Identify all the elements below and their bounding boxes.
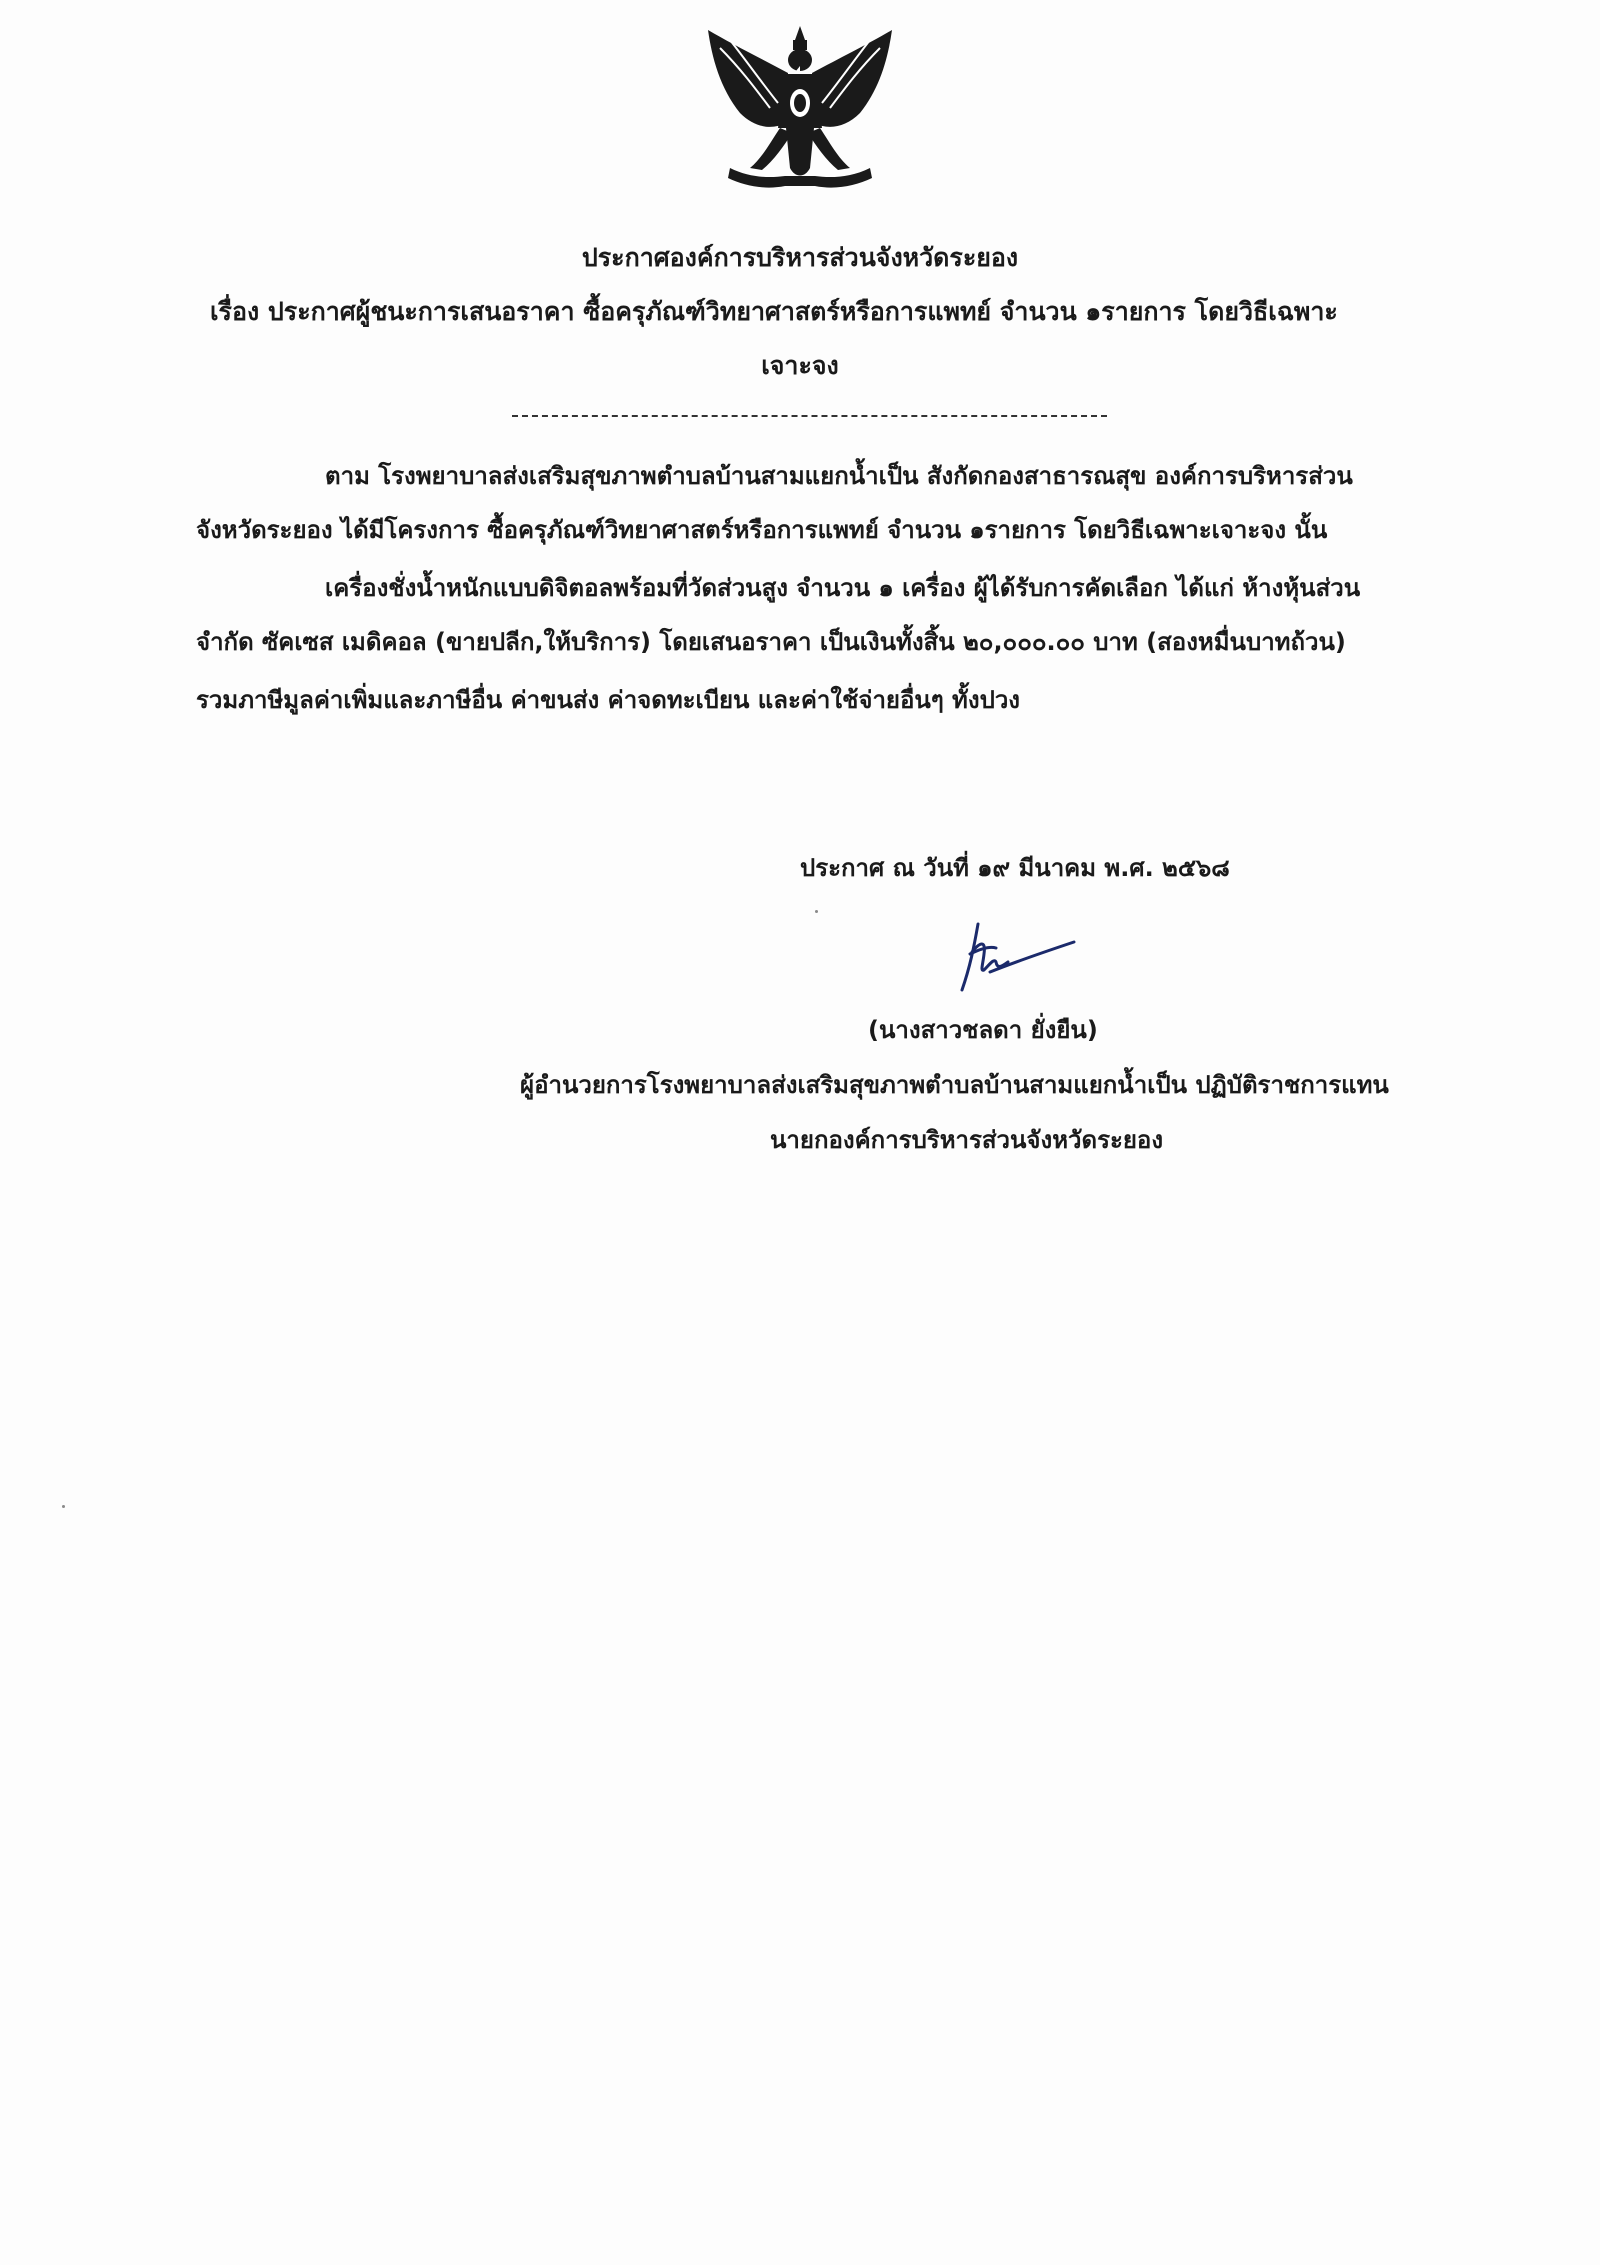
body-paragraph-1-line-1: ตาม โรงพยาบาลส่งเสริมสุขภาพตำบลบ้านสามแยกน้ำเป็น สังกัดกองสาธารณสุข องค์การบริหารส่วน <box>325 462 1353 490</box>
signature-icon <box>950 912 1080 1002</box>
scan-speck <box>62 1505 65 1508</box>
signer-position-line-2: นายกองค์การบริหารส่วนจังหวัดระยอง <box>770 1126 1164 1154</box>
signer-name: (นางสาวชลดา ยั่งยืน) <box>868 1016 1098 1044</box>
garuda-emblem-icon <box>700 18 900 208</box>
signer-position-line-1: ผู้อำนวยการโรงพยาบาลส่งเสริมสุขภาพตำบลบ้านสามแยกน้ำเป็น ปฏิบัติราชการแทน <box>520 1071 1389 1099</box>
document-subject-continued: เจาะจง <box>761 351 839 380</box>
body-paragraph-2-line-3: รวมภาษีมูลค่าเพิ่มและภาษีอื่น ค่าขนส่ง ค่าจดทะเบียน และค่าใช้จ่ายอื่นๆ ทั้งปวง <box>196 686 1021 714</box>
body-paragraph-2-line-1: เครื่องชั่งน้ำหนักแบบดิจิตอลพร้อมที่วัดส่วนสูง จำนวน ๑ เครื่อง ผู้ได้รับการคัดเลือก ได้แก่ ห้างหุ้นส่วน <box>325 574 1361 602</box>
body-paragraph-1-line-2: จังหวัดระยอง ได้มีโครงการ ซื้อครุภัณฑ์วิทยาศาสตร์หรือการแพทย์ จำนวน ๑รายการ โดยวิธีเฉพาะเจาะจง นั้น <box>196 516 1328 544</box>
scan-speck <box>815 910 818 913</box>
dashed-divider <box>512 415 1107 417</box>
body-paragraph-2-line-2: จำกัด ซัคเซส เมดิคอล (ขายปลีก,ให้บริการ) โดยเสนอราคา เป็นเงินทั้งสิ้น ๒๐,๐๐๐.๐๐ บาท (สองหมื่นบาทถ้วน) <box>196 628 1346 656</box>
announcement-date: ประกาศ ณ วันที่ ๑๙ มีนาคม พ.ศ. ๒๕๖๘ <box>800 854 1230 882</box>
document-title: ประกาศองค์การบริหารส่วนจังหวัดระยอง <box>581 243 1019 272</box>
document-subject: เรื่อง ประกาศผู้ชนะการเสนอราคา ซื้อครุภัณฑ์วิทยาศาสตร์หรือการแพทย์ จำนวน ๑รายการ โดยวิธีเฉพาะ <box>210 297 1338 326</box>
